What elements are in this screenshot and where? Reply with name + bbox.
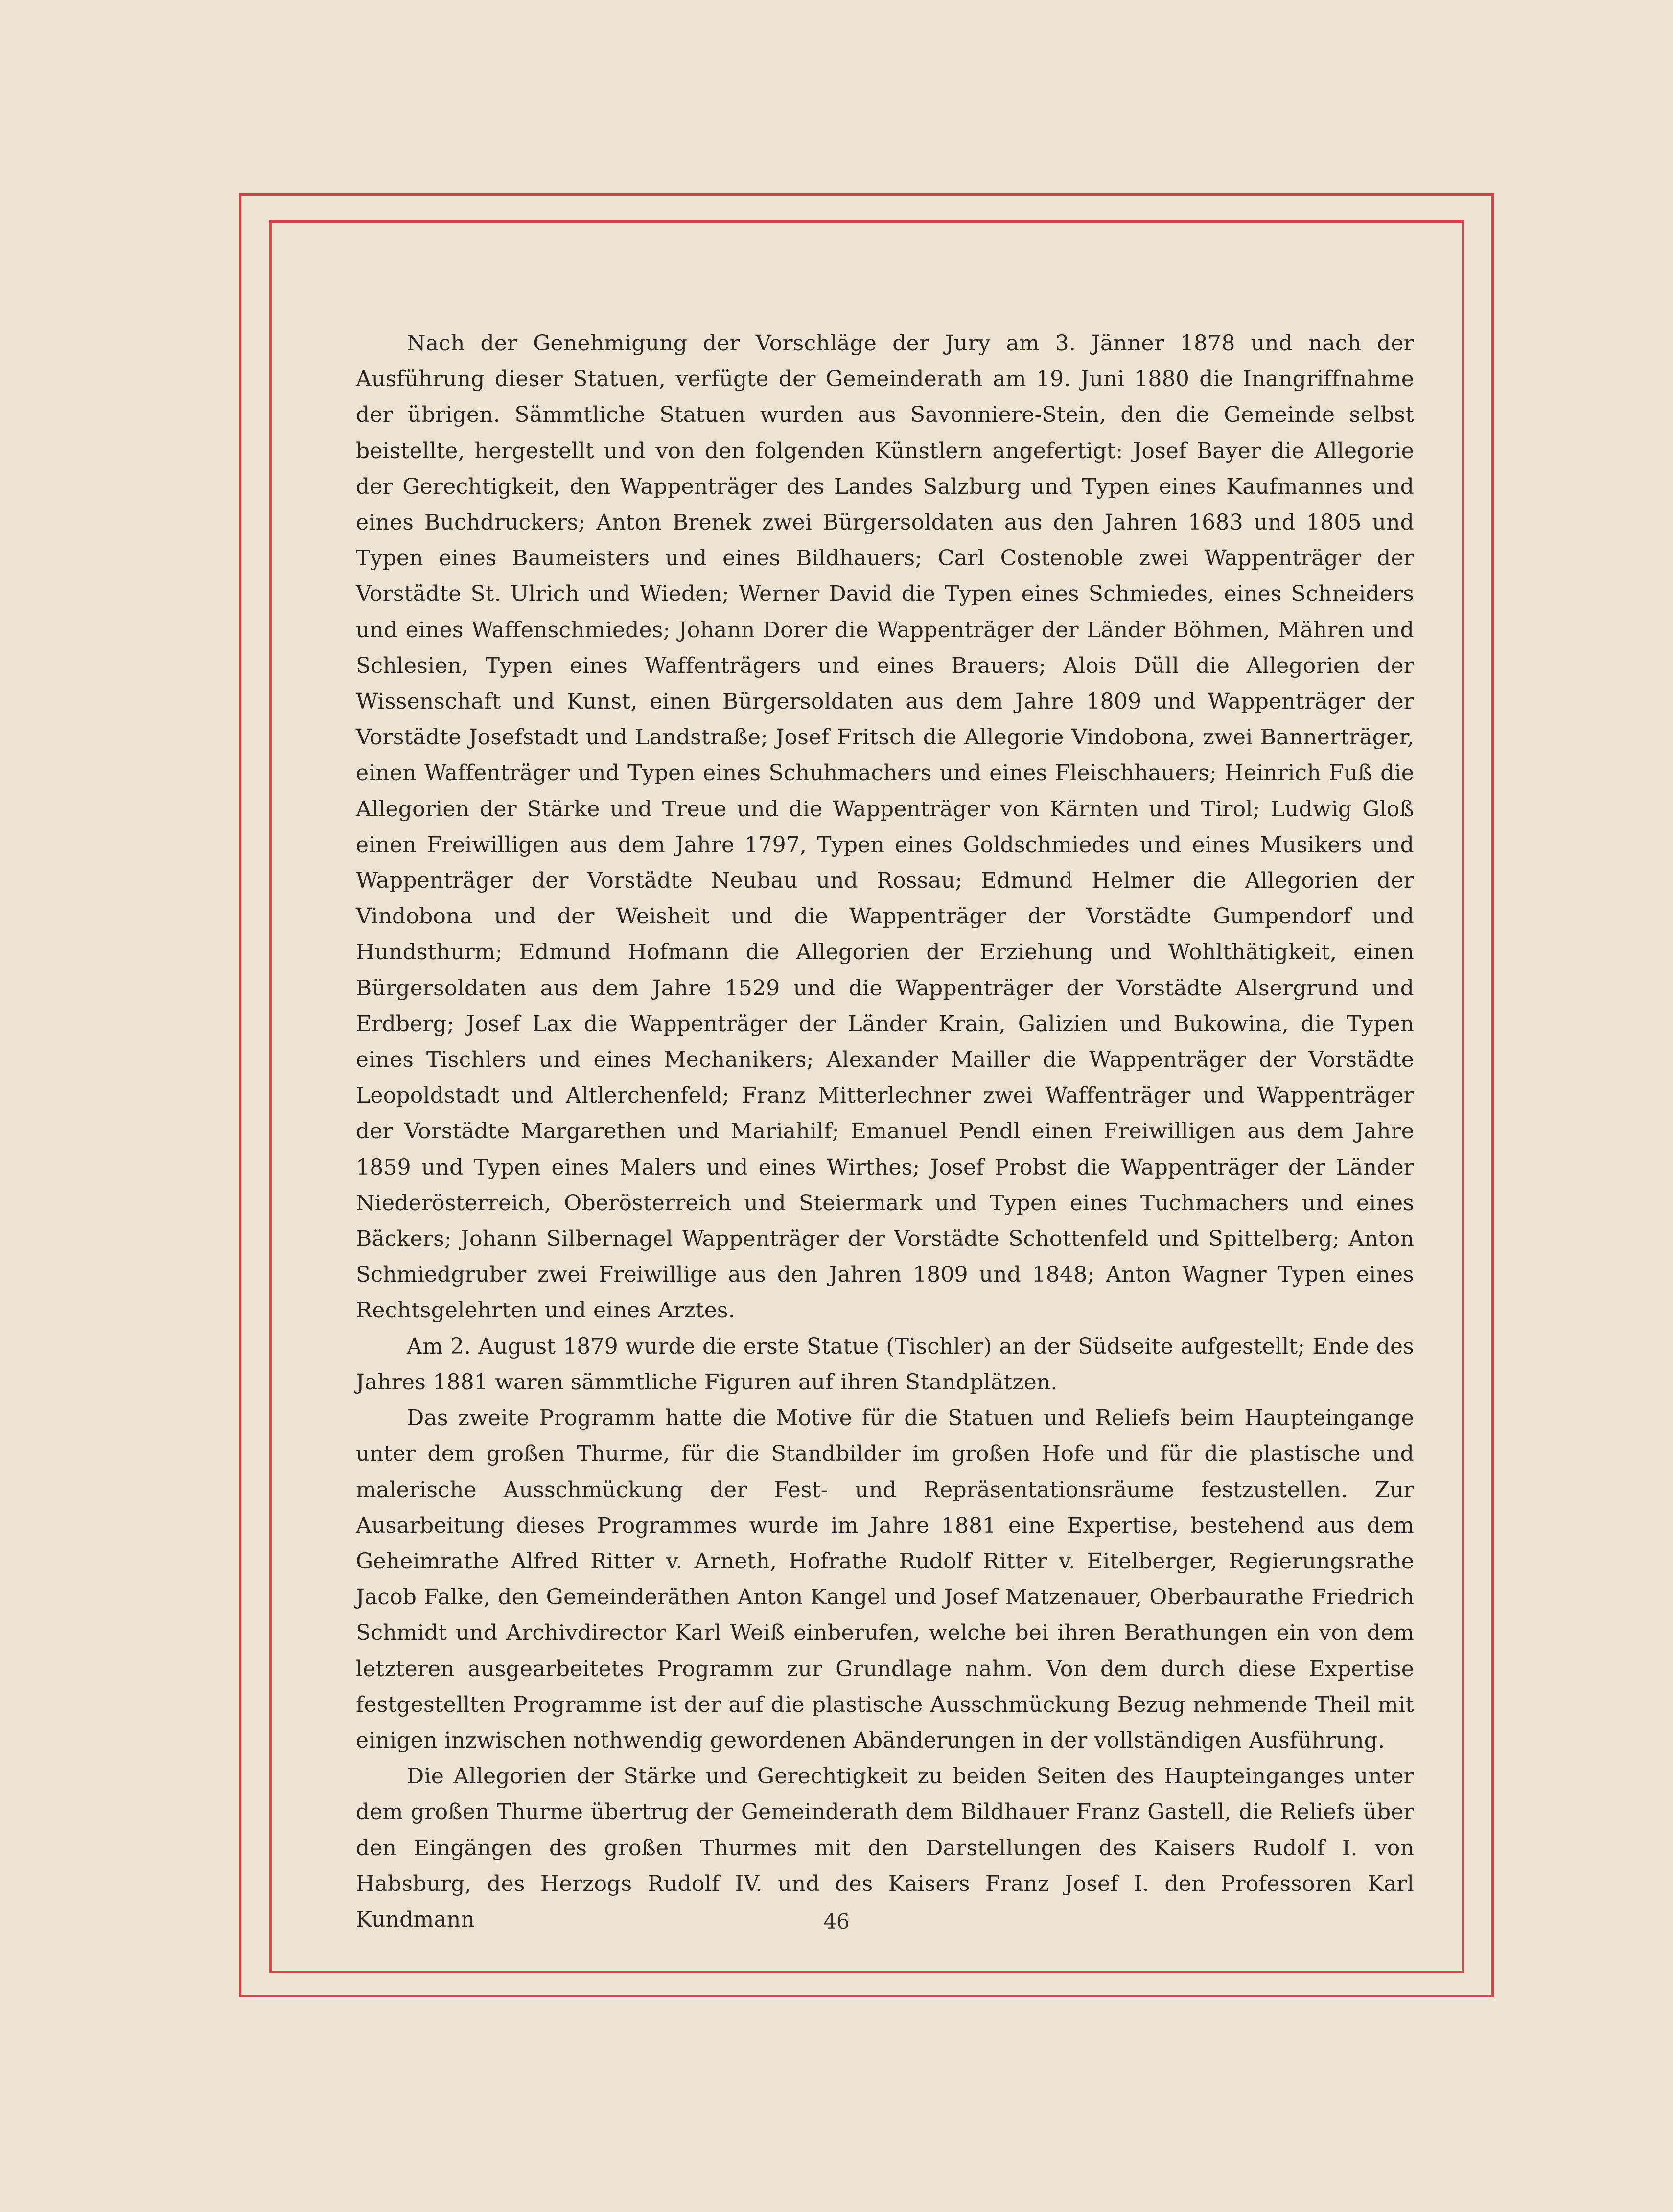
page-number: 46 bbox=[823, 1910, 850, 1934]
paragraph-4: Die Allegorien der Stärke und Gerechtigkeit zu beiden Seiten des Haupteinganges unter dem großen Thurme übertrug der Gemeinderath dem Bildhauer Franz Gastell, die Reliefs über den Eingängen des großen Thurmes mit den Darstellungen des Kaisers Rudolf I. von Habsburg, des Herzogs Rudolf IV. und des Kaisers Franz Josef I. den Professoren Karl Kundmann bbox=[356, 1764, 1414, 1932]
paragraph-2: Am 2. August 1879 wurde die erste Statue (Tischler) an der Südseite aufgestellt; Ende des Jahres 1881 waren sämmtliche Figuren auf ihren Standplätzen. bbox=[356, 1334, 1414, 1395]
body-text bbox=[356, 325, 1414, 1937]
paragraph-1: Nach der Genehmigung der Vorschläge der Jury am 3. Jänner 1878 und nach der Ausführung dieser Statuen, verfügte der Gemeinderath am 19. Juni 1880 die Inangriffnahme der übrigen. Sämmtliche Statuen wurden aus Savonniere-Stein, den die Gemeinde selbst beistellte, hergestellt und von den folgenden Künstlern angefertigt: Josef Bayer die Allegorie der Gerechtigkeit, den Wappenträger des Landes Salzburg und Typen eines Kaufmannes und eines Buchdruckers; Anton Brenek zwei Bürgersoldaten aus den Jahren 1683 und 1805 und Typen eines Baumeisters und eines Bildhauers; Carl Costenoble zwei Wappenträger der Vorstädte St. Ulrich und Wieden; Werner David die Typen eines Schmiedes, eines Schneiders und eines Waffenschmiedes; Johann Dorer die Wappenträger der Länder Böhmen, Mähren und Schlesien, Typen eines Waffenträgers und eines Brauers; Alois Düll die Allegorien der Wissenschaft und Kunst, einen Bürgersoldaten aus dem Jahre 1809 und Wappenträger der Vorstädte Josefstadt und Landstraße; Josef Fritsch die Allegorie Vindobona, zwei Bannerträger, einen Waffenträger und Typen eines Schuhmachers und eines Fleischhauers; Heinrich Fuß die Allegorien der Stärke und Treue und die Wappenträger von Kärnten und Tirol; Ludwig Gloß einen Freiwilligen aus dem Jahre 1797, Typen eines Goldschmiedes und eines Musikers und Wappenträger der Vorstädte Neubau und Rossau; Edmund Helmer die Allegorien der Vindobona und der Weisheit und die Wappenträger der Vorstädte Gumpendorf und Hundsthurm; Edmund Hofmann die Allegorien der Erziehung und Wohlthätigkeit, einen Bürgersoldaten aus dem Jahre 1529 und die Wappenträger der Vorstädte Alsergrund und Erdberg; Josef Lax die Wappenträger der Länder Krain, Galizien und Bukowina, die Typen eines Tischlers und eines Mechanikers; Alexander Mailler die Wappenträger der Vorstädte Leopoldstadt und Altlerchenfeld; Franz Mitterlechner zwei Waffenträger und Wappenträger der Vorstädte Margarethen und Mariahilf; Emanuel Pendl einen Freiwilligen aus dem Jahre 1859 und Typen eines Malers und eines Wirthes; Josef Probst die Wappenträger der Länder Niederösterreich, Oberösterreich und Steiermark und Typen eines Tuchmachers und eines Bäckers; Johann Silbernagel Wappenträger der Vorstädte Schottenfeld und Spittelberg; Anton Schmiedgruber zwei Freiwillige aus den Jahren 1809 und 1848; Anton Wagner Typen eines Rechtsgelehrten und eines Arztes. bbox=[356, 331, 1414, 1323]
paragraph-3: Das zweite Programm hatte die Motive für die Statuen und Reliefs beim Haupteingange unter dem großen Thurme, für die Standbilder im großen Hofe und für die plastische und malerische Ausschmückung der Fest- und Repräsentationsräume festzustellen. Zur Ausarbeitung dieses Programmes wurde im Jahre 1881 eine Expertise, bestehend aus dem Geheimrathe Alfred Ritter v. Arneth, Hofrathe Rudolf Ritter v. Eitelberger, Regierungsrathe Jacob Falke, den Gemeinderäthen Anton Kangel und Josef Matzenauer, Oberbaurathe Friedrich Schmidt und Archivdirector Karl Weiß einberufen, welche bei ihren Berathungen ein von dem letzteren ausgearbeitetes Programm zur Grundlage nahm. Von dem durch diese Expertise festgestellten Programme ist der auf die plastische Ausschmückung Bezug nehmende Theil mit einigen inzwischen nothwendig gewordenen Abänderungen in der vollständigen Ausführung. bbox=[356, 1406, 1414, 1753]
